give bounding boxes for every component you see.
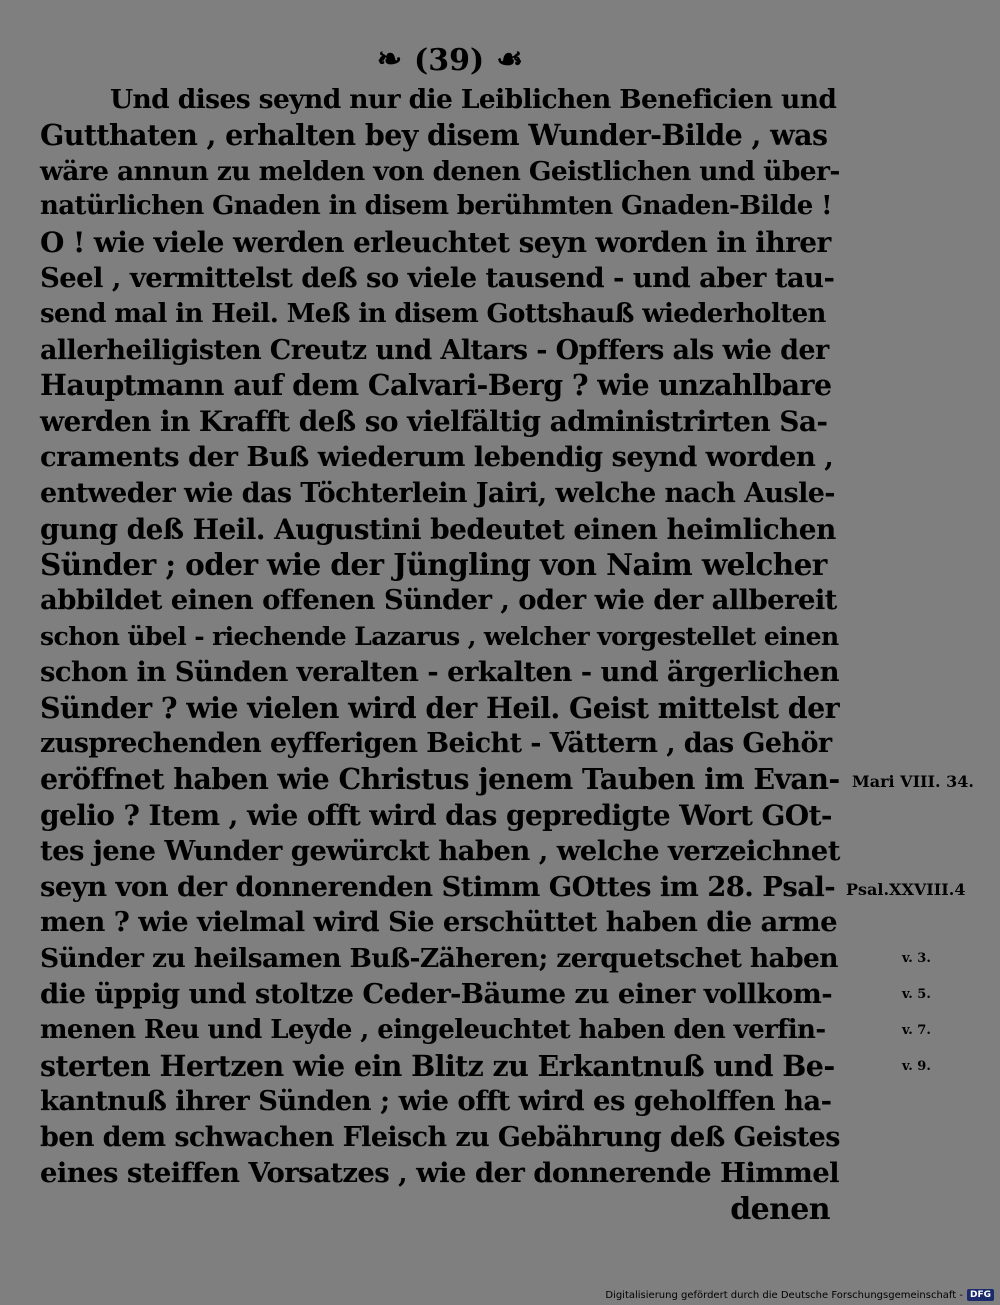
text-line: kantnuß ihrer Sünden ; wie offt wird es geholffen ha- — [40, 1085, 832, 1118]
page-header — [340, 40, 560, 80]
margin-note: Mari VIII. 34. — [852, 772, 974, 792]
text-line: Seel , vermittelst deß so viele tausend - und aber tau- — [40, 261, 835, 294]
margin-note: Psal.XXVIII.4 — [846, 879, 966, 899]
margin-note: v. 7. — [902, 1022, 931, 1038]
page-number: (39) — [414, 42, 485, 78]
footer-credit: Digitalisierung gefördert durch die Deutsche Forschungsgemeinschaft - — [605, 1289, 963, 1301]
text-line: zusprechenden eyfferigen Beicht - Vättern , das Gehör — [40, 728, 832, 760]
text-line: seyn von der donnerenden Stimm GOttes im 28. Psal- — [40, 870, 836, 903]
text-line: menen Reu und Leyde , eingeleuchtet haben den verfin- — [40, 1014, 826, 1045]
text-line: O ! wie viele werden erleuchtet seyn worden in ihrer — [40, 226, 831, 260]
text-line: Gutthaten , erhalten bey disem Wunder-Bilde , was — [40, 117, 828, 152]
text-line: werden in Krafft deß so vielfältig administrirten Sa- — [40, 405, 828, 439]
dfg-logo-icon: DFG — [967, 1289, 994, 1301]
text-line: eröffnet haben wie Christus jenem Tauben im Evan- — [40, 762, 840, 797]
text-line: men ? wie vielmal wird Sie erschüttet haben die arme — [40, 906, 838, 939]
text-line: tes jene Wunder gewürckt haben , welche verzeichnet — [40, 834, 840, 867]
text-line: sterten Hertzen wie ein Blitz zu Erkantnuß und Be- — [40, 1048, 835, 1083]
text-line: craments der Buß wiederum lebendig seynd worden , — [40, 440, 834, 473]
text-line: abbildet einen offenen Sünder , oder wie der allbereit — [40, 584, 837, 617]
text-line: allerheiligisten Creutz und Altars - Opffers als wie der — [40, 334, 829, 366]
ornament-left-icon: ❧ — [376, 42, 403, 77]
text-line: natürlichen Gnaden in disem berühmten Gnaden-Bilde ! — [40, 191, 832, 222]
margin-note: v. 3. — [902, 951, 931, 967]
text-line: schon übel - riechende Lazarus , welcher vorgestellet einen — [40, 621, 839, 651]
text-line: Hauptmann auf dem Calvari-Berg ? wie unzahlbare — [40, 368, 832, 403]
footer — [605, 1289, 994, 1301]
catchword: denen — [730, 1191, 830, 1227]
margin-note: v. 9. — [902, 1058, 931, 1074]
text-line: eines steiffen Vorsatzes , wie der donnerende Himmel — [40, 1156, 839, 1189]
margin-notes — [840, 0, 990, 1305]
text-line: Und dises seynd nur die Leiblichen Beneficien und — [110, 84, 837, 115]
text-line: Sünder ; oder wie der Jüngling von Naim welcher — [40, 547, 827, 583]
text-line: entweder wie das Töchterlein Jairi, welche nach Ausle- — [40, 477, 835, 509]
text-line: gelio ? Item , wie offt wird das gepredigte Wort GOt- — [40, 798, 832, 832]
text-body — [40, 82, 840, 1228]
text-line: die üppig und stoltze Ceder-Bäume zu einer vollkom- — [40, 977, 833, 1010]
text-line: schon in Sünden veralten - erkalten - und ärgerlichen — [40, 655, 839, 688]
text-line: gung deß Heil. Augustini bedeutet einen heimlichen — [40, 512, 836, 546]
text-line: ben dem schwachen Fleisch zu Gebährung deß Geistes — [40, 1122, 840, 1154]
text-line: wäre annun zu melden von denen Geistlichen und über- — [40, 155, 840, 187]
margin-note: v. 5. — [902, 987, 931, 1002]
text-line: Sünder zu heilsamen Buß-Zäheren; zerquetschet haben — [40, 943, 838, 975]
text-line: Sünder ? wie vielen wird der Heil. Geist mittelst der — [40, 690, 840, 725]
ornament-right-icon: ☙ — [496, 42, 524, 77]
text-line: send mal in Heil. Meß in disem Gottshauß wiederholten — [40, 298, 826, 329]
